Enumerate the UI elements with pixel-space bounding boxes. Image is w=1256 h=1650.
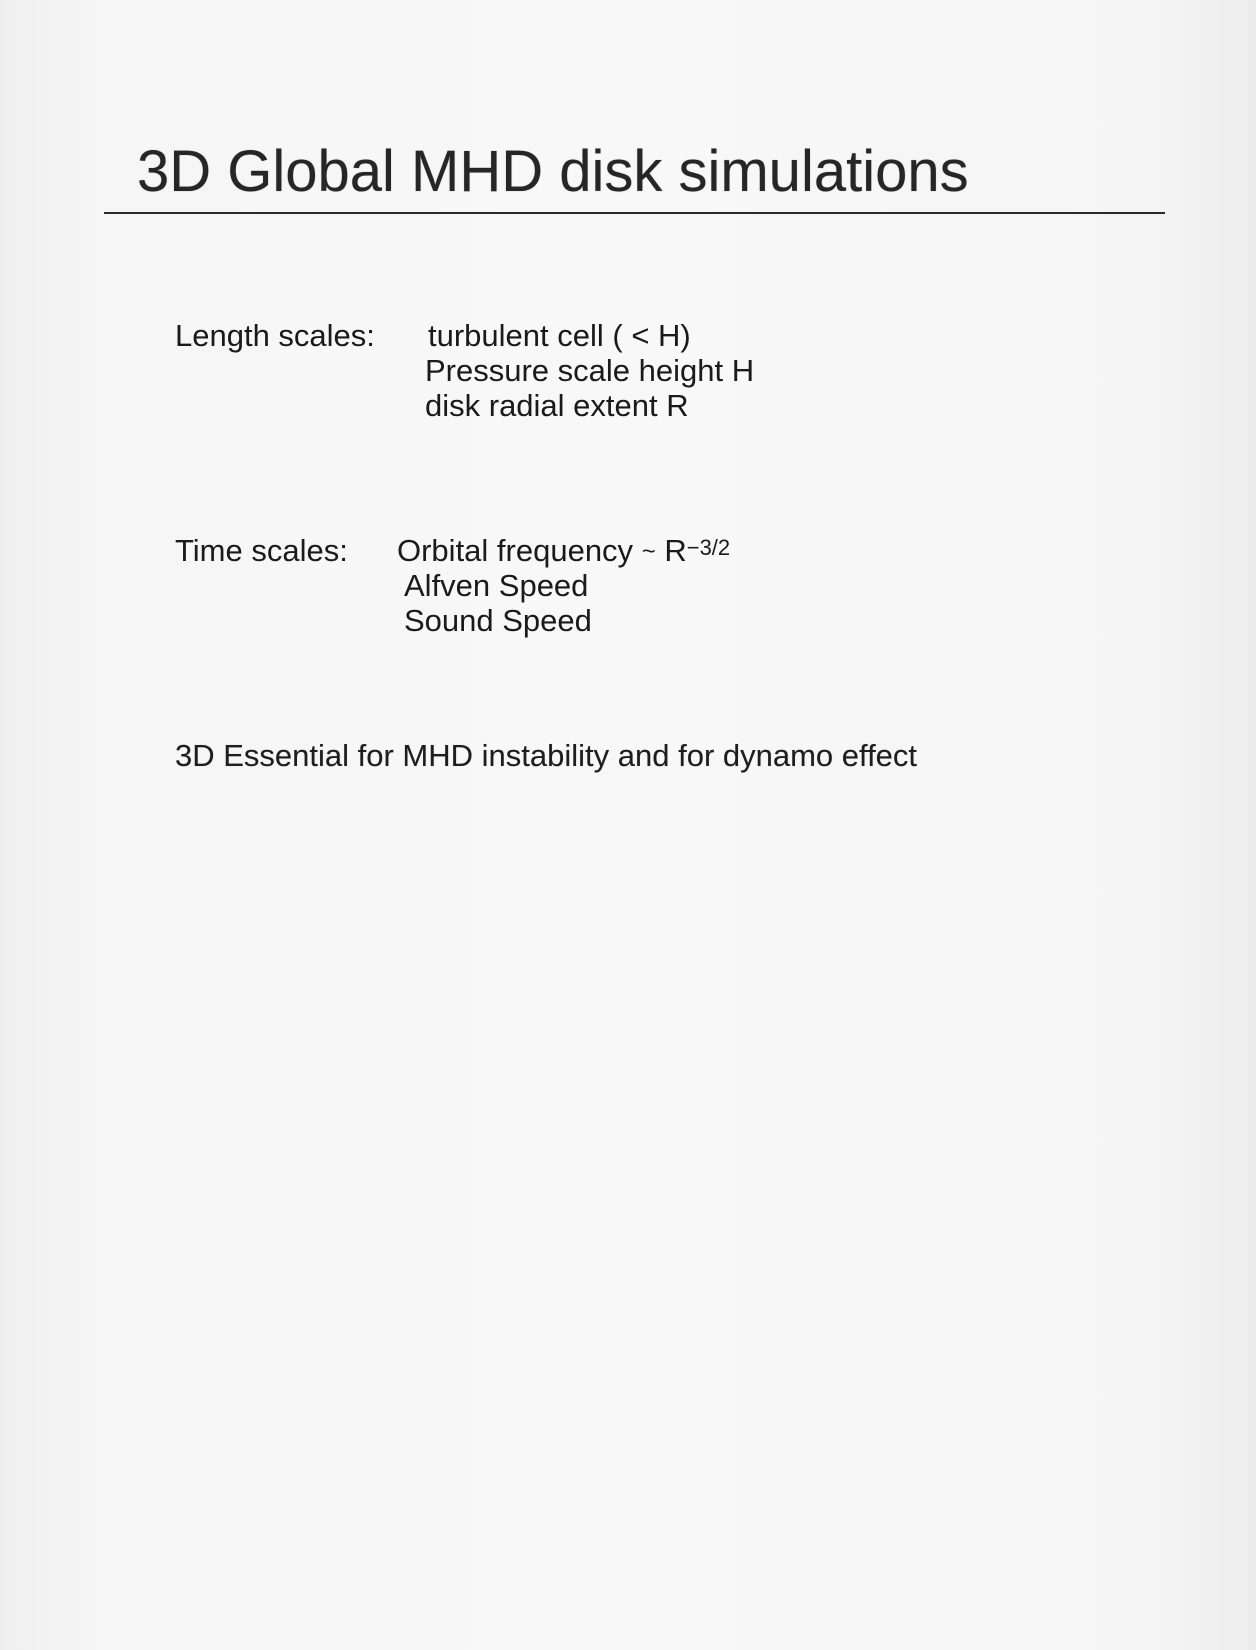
length-scale-item: disk radial extent R — [425, 388, 689, 423]
essential-statement: 3D Essential for MHD instability and for dynamo effect — [175, 738, 918, 773]
orbital-frequency-text: Orbital frequency — [397, 533, 634, 568]
length-scales-section — [175, 318, 875, 428]
orbital-frequency-line — [397, 533, 730, 571]
page-title: 3D Global MHD disk simulations — [137, 139, 969, 204]
time-scale-item: Sound Speed — [404, 603, 592, 638]
time-scale-item: Alfven Speed — [404, 568, 589, 603]
orbital-radius-var: R — [664, 533, 687, 568]
length-scale-item: Pressure scale height H — [425, 353, 755, 388]
time-scales-label: Time scales: — [175, 533, 348, 568]
length-scale-item: turbulent cell ( < H) — [428, 318, 691, 353]
orbital-exponent: −3/2 — [686, 535, 731, 560]
time-scales-section — [175, 533, 935, 643]
tilde-symbol: ~ — [641, 538, 656, 565]
length-scales-label: Length scales: — [175, 318, 375, 353]
title-underline — [104, 212, 1165, 214]
